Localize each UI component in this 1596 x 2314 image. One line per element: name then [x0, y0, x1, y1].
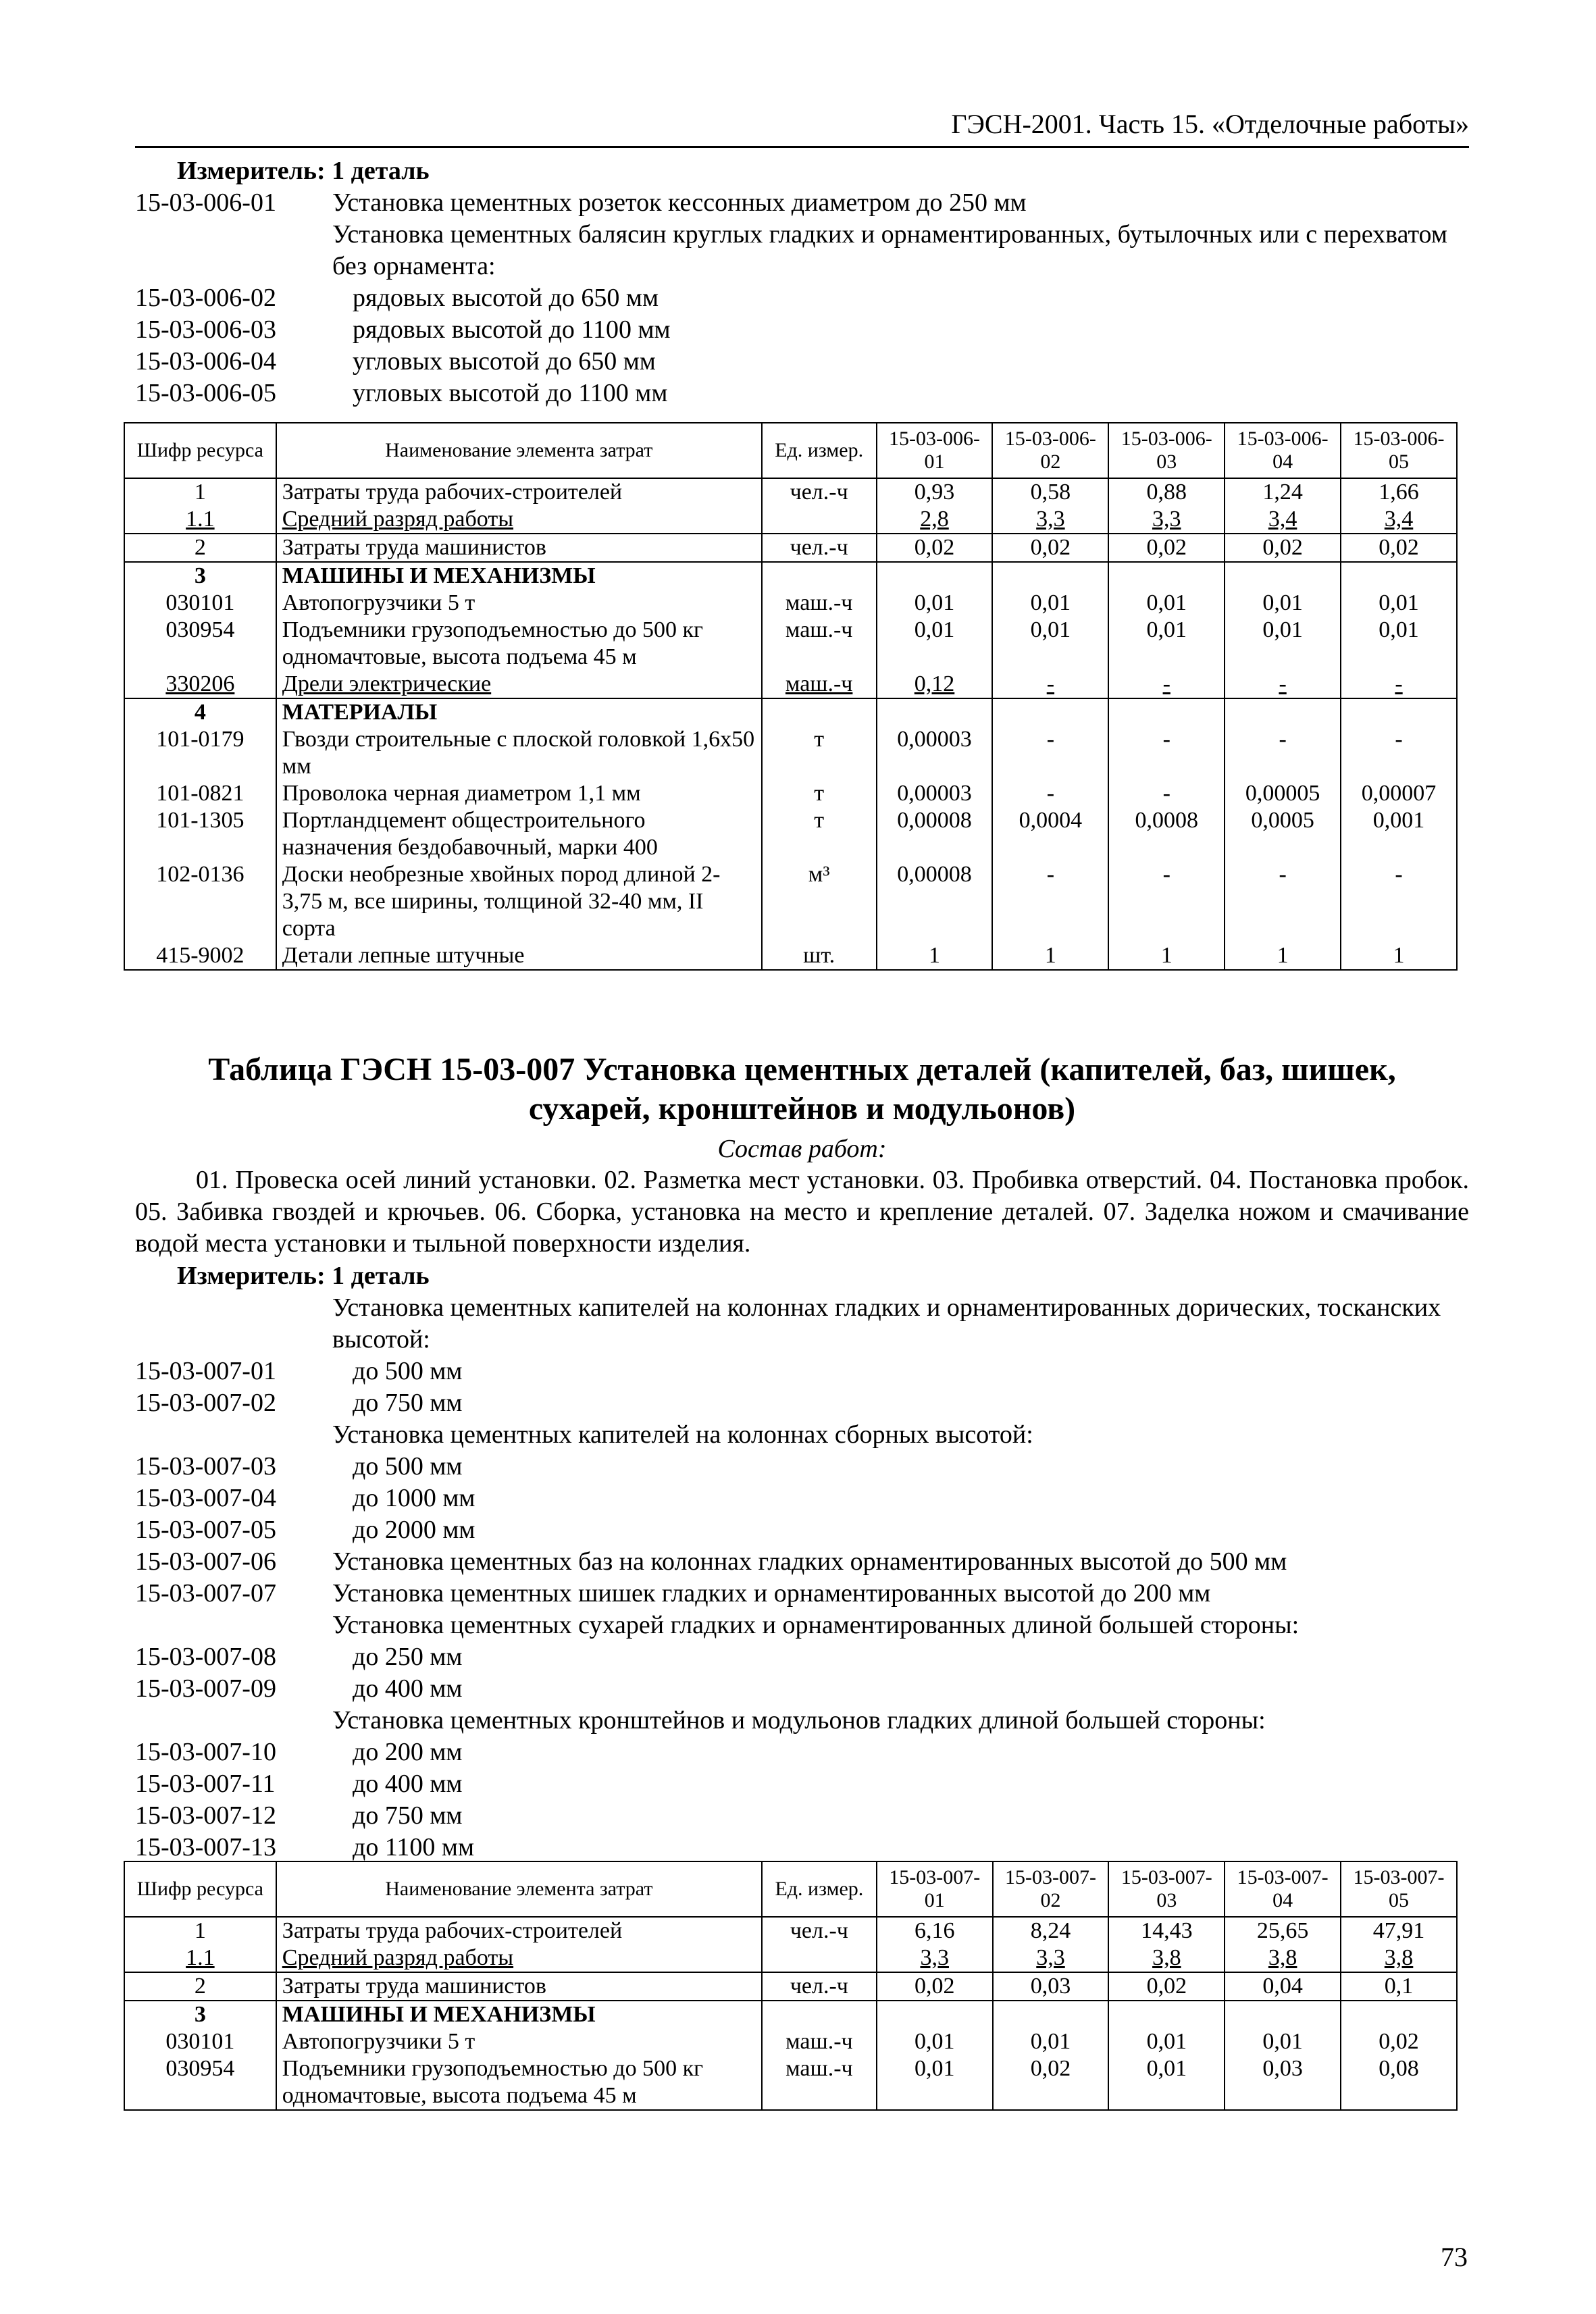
- value-cell: 47,91: [1341, 1917, 1457, 1945]
- value-cell: 3,3: [993, 1945, 1109, 1972]
- entry-list: [135, 1292, 1469, 1863]
- table-row: [124, 2055, 1457, 2110]
- norm-code: 15-03-006-04: [135, 347, 276, 376]
- entry-list: [135, 187, 1469, 409]
- value-cell: [1108, 562, 1225, 590]
- norm-description: до 1000 мм: [353, 1484, 475, 1512]
- table-row: [124, 590, 1457, 617]
- norm-entry: [135, 1514, 1469, 1546]
- unit-cell: маш.-ч: [762, 671, 877, 698]
- norm-entry: [135, 1832, 1469, 1863]
- resource-name-cell: Дрели электрические: [276, 671, 762, 698]
- norm-entry: [135, 378, 1469, 409]
- table-row: [124, 562, 1457, 590]
- column-header: 15-03-006-02: [992, 423, 1108, 478]
- value-cell: -: [1108, 861, 1225, 942]
- norm-description: угловых высотой до 650 мм: [353, 347, 656, 376]
- resource-name-cell: Затраты труда рабочих-строителей: [276, 1917, 762, 1945]
- value-cell: 3,8: [1341, 1945, 1457, 1972]
- value-cell: [877, 698, 993, 726]
- value-cell: 0,01: [1108, 590, 1225, 617]
- norm-code: 15-03-007-06: [135, 1547, 276, 1576]
- value-cell: 0,0008: [1108, 807, 1225, 861]
- norm-description: Установка цементных шишек гладких и орнаментированных высотой до 200 мм: [332, 1579, 1211, 1608]
- table-row: [124, 671, 1457, 698]
- value-cell: 0,01: [1341, 617, 1457, 671]
- value-cell: 0,02: [1225, 534, 1341, 562]
- value-cell: 0,00005: [1225, 780, 1341, 807]
- value-cell: 0,01: [992, 590, 1108, 617]
- unit-cell: т: [762, 807, 877, 861]
- page-number: 73: [1441, 2242, 1468, 2272]
- norm-description: Установка цементных розеток кессонных диаметром до 250 мм: [332, 188, 1027, 217]
- resource-code-cell: 3: [124, 562, 276, 590]
- table-row: [124, 942, 1457, 970]
- value-cell: -: [1108, 726, 1225, 780]
- resource-name-cell: Средний разряд работы: [276, 1945, 762, 1972]
- table-row: [124, 506, 1457, 534]
- value-cell: -: [992, 780, 1108, 807]
- norm-entry: [135, 1641, 1469, 1673]
- value-cell: 0,02: [993, 2055, 1109, 2110]
- value-cell: 1: [1108, 942, 1225, 970]
- value-cell: [1225, 562, 1341, 590]
- value-cell: 1,24: [1225, 478, 1341, 506]
- value-cell: 0,02: [1108, 534, 1225, 562]
- value-cell: 0,08: [1341, 2055, 1457, 2110]
- value-cell: 3,4: [1341, 506, 1457, 534]
- norm-code: [135, 1610, 332, 1641]
- unit-cell: чел.-ч: [762, 534, 877, 562]
- value-cell: 3,8: [1108, 1945, 1225, 1972]
- value-cell: [877, 2001, 993, 2028]
- norm-description: до 750 мм: [353, 1801, 463, 1830]
- column-header: 15-03-007-03: [1108, 1861, 1225, 1917]
- norm-code: 15-03-006-02: [135, 284, 276, 312]
- value-cell: 0,01: [993, 2028, 1109, 2055]
- norm-code: [135, 1292, 332, 1356]
- table-row: [124, 698, 1457, 726]
- value-cell: 0,00008: [877, 861, 993, 942]
- value-cell: 0,04: [1225, 1972, 1341, 2001]
- value-cell: -: [1108, 780, 1225, 807]
- resource-code-cell: 101-0821: [124, 780, 276, 807]
- norm-entry: [135, 346, 1469, 378]
- resource-name-cell: Автопогрузчики 5 т: [276, 590, 762, 617]
- value-cell: 0,0004: [992, 807, 1108, 861]
- resource-code-cell: 4: [124, 698, 276, 726]
- norm-description: Установка цементных сухарей гладких и орнаментированных длиной большей стороны:: [332, 1611, 1299, 1639]
- resource-code-cell: 1.1: [124, 1945, 276, 1972]
- norm-description: до 1100 мм: [353, 1833, 475, 1861]
- resource-name-cell: МАТЕРИАЛЫ: [276, 698, 762, 726]
- value-cell: 3,3: [992, 506, 1108, 534]
- norm-code: [135, 219, 332, 282]
- value-cell: 6,16: [877, 1917, 993, 1945]
- table-row: [124, 1972, 1457, 2001]
- table-row: [124, 726, 1457, 780]
- value-cell: 1: [877, 942, 993, 970]
- unit-cell: чел.-ч: [762, 478, 877, 506]
- value-cell: [1225, 698, 1341, 726]
- norm-entry: [135, 1737, 1469, 1768]
- norm-code: 15-03-007-10: [135, 1738, 276, 1766]
- meter-label: Измеритель: 1 деталь: [177, 157, 430, 185]
- column-header: Шифр ресурса: [124, 1861, 276, 1917]
- value-cell: 0,01: [1108, 617, 1225, 671]
- norm-entry: [135, 1451, 1469, 1483]
- value-cell: 0,02: [992, 534, 1108, 562]
- norm-code: 15-03-007-04: [135, 1484, 276, 1512]
- resource-code-cell: 030101: [124, 590, 276, 617]
- resource-code-cell: 2: [124, 534, 276, 562]
- value-cell: 1,66: [1341, 478, 1457, 506]
- table-row: [124, 2001, 1457, 2028]
- value-cell: 0,93: [877, 478, 993, 506]
- unit-cell: чел.-ч: [762, 1972, 877, 2001]
- norm-entry: [135, 1800, 1469, 1832]
- norm-entry: [135, 1483, 1469, 1514]
- resource-code-cell: 415-9002: [124, 942, 276, 970]
- norm-entry: [135, 1705, 1469, 1737]
- resource-name-cell: МАШИНЫ И МЕХАНИЗМЫ: [276, 2001, 762, 2028]
- resource-table-15-03-006: [124, 422, 1458, 971]
- value-cell: [1108, 2001, 1225, 2028]
- value-cell: [1225, 2001, 1341, 2028]
- composition-label: Состав работ:: [717, 1135, 887, 1163]
- resource-name-cell: МАШИНЫ И МЕХАНИЗМЫ: [276, 562, 762, 590]
- resource-name-cell: Детали лепные штучные: [276, 942, 762, 970]
- norm-code: 15-03-006-01: [135, 188, 276, 217]
- column-header: 15-03-006-03: [1108, 423, 1225, 478]
- norm-code: 15-03-007-08: [135, 1643, 276, 1671]
- norm-code: 15-03-007-12: [135, 1801, 276, 1830]
- unit-cell: м³: [762, 861, 877, 942]
- value-cell: 0,01: [1341, 590, 1457, 617]
- unit-cell: маш.-ч: [762, 590, 877, 617]
- norm-entry: [135, 1419, 1469, 1451]
- column-header: Ед. измер.: [762, 1861, 877, 1917]
- unit-cell: [762, 1945, 877, 1972]
- norm-code: 15-03-007-13: [135, 1833, 276, 1861]
- table-row: [124, 1945, 1457, 1972]
- value-cell: -: [1225, 671, 1341, 698]
- resource-name-cell: Проволока черная диаметром 1,1 мм: [276, 780, 762, 807]
- value-cell: -: [1225, 861, 1341, 942]
- unit-cell: чел.-ч: [762, 1917, 877, 1945]
- value-cell: -: [1225, 726, 1341, 780]
- norm-description: Установка цементных баз на колоннах гладких орнаментированных высотой до 500 мм: [332, 1547, 1287, 1576]
- norm-description: до 2000 мм: [353, 1516, 475, 1544]
- resource-name-cell: Автопогрузчики 5 т: [276, 2028, 762, 2055]
- column-header: 15-03-007-04: [1225, 1861, 1341, 1917]
- value-cell: 0,01: [877, 2028, 993, 2055]
- resource-code-cell: 3: [124, 2001, 276, 2028]
- value-cell: 0,01: [1225, 617, 1341, 671]
- table-row: [124, 534, 1457, 562]
- unit-cell: [762, 506, 877, 534]
- norm-entry: [135, 219, 1469, 282]
- norm-entry: [135, 1610, 1469, 1641]
- value-cell: [992, 698, 1108, 726]
- norm-entry: [135, 1578, 1469, 1610]
- value-cell: [992, 562, 1108, 590]
- norm-code: 15-03-006-05: [135, 379, 276, 407]
- norm-description: Установка цементных балясин круглых гладких и орнаментированных, бутылочных или с перехватом без орнамента:: [332, 220, 1447, 280]
- value-cell: 0,00003: [877, 780, 993, 807]
- unit-cell: [762, 562, 877, 590]
- norm-description: до 250 мм: [353, 1643, 463, 1671]
- resource-code-cell: 030101: [124, 2028, 276, 2055]
- column-header: Ед. измер.: [762, 423, 877, 478]
- value-cell: [1108, 698, 1225, 726]
- norm-entry: [135, 187, 1469, 219]
- value-cell: 2,8: [877, 506, 993, 534]
- value-cell: 0,01: [992, 617, 1108, 671]
- norm-code: 15-03-006-03: [135, 315, 276, 344]
- norm-description: до 750 мм: [353, 1389, 463, 1417]
- value-cell: 0,01: [1108, 2028, 1225, 2055]
- value-cell: 0,01: [877, 617, 993, 671]
- table-row: [124, 617, 1457, 671]
- norm-code: 15-03-007-09: [135, 1674, 276, 1703]
- value-cell: 0,01: [877, 590, 993, 617]
- table-row: [124, 1917, 1457, 1945]
- norm-entry: [135, 314, 1469, 346]
- resource-code-cell: 101-1305: [124, 807, 276, 861]
- value-cell: -: [1341, 861, 1457, 942]
- resource-code-cell: 030954: [124, 617, 276, 671]
- norm-entry: [135, 1292, 1469, 1356]
- norm-description: до 400 мм: [353, 1770, 463, 1798]
- value-cell: [1341, 2001, 1457, 2028]
- value-cell: -: [1341, 671, 1457, 698]
- resource-name-cell: Затраты труда рабочих-строителей: [276, 478, 762, 506]
- resource-name-cell: Подъемники грузоподъемностью до 500 кг одномачтовые, высота подъема 45 м: [276, 2055, 762, 2110]
- resource-name-cell: Затраты труда машинистов: [276, 1972, 762, 2001]
- table-row: [124, 807, 1457, 861]
- value-cell: 3,3: [1108, 506, 1225, 534]
- resource-table-15-03-007: [124, 1861, 1458, 2111]
- value-cell: 3,3: [877, 1945, 993, 1972]
- norm-description: угловых высотой до 1100 мм: [353, 379, 668, 407]
- norm-code: 15-03-007-05: [135, 1516, 276, 1544]
- value-cell: 0,02: [877, 534, 993, 562]
- table-title-line1: Таблица ГЭСН 15-03-007 Установка цементных деталей (капителей, баз, шишек,: [208, 1052, 1396, 1087]
- table-row: [124, 861, 1457, 942]
- column-header: 15-03-006-05: [1341, 423, 1457, 478]
- value-cell: 8,24: [993, 1917, 1109, 1945]
- value-cell: 1: [1341, 942, 1457, 970]
- table-row: [124, 780, 1457, 807]
- value-cell: 0,01: [877, 2055, 993, 2110]
- resource-name-cell: Средний разряд работы: [276, 506, 762, 534]
- resource-code-cell: 101-0179: [124, 726, 276, 780]
- norm-code: 15-03-007-02: [135, 1389, 276, 1417]
- value-cell: 0,1: [1341, 1972, 1457, 2001]
- unit-cell: шт.: [762, 942, 877, 970]
- value-cell: 0,02: [1341, 534, 1457, 562]
- value-cell: 0,00007: [1341, 780, 1457, 807]
- composition-text: 01. Провеска осей линий установки. 02. Разметка мест установки. 03. Пробивка отверстий. 04. Постановка пробок. 05. Забивка гвоздей и крючьев. 06. Сборка, установка на место и крепление деталей. 07. Заделка ножом и смачивание водой места установки и тыльной поверхности изделия.: [135, 1166, 1469, 1258]
- norm-entry: [135, 1387, 1469, 1419]
- norm-entry: [135, 1768, 1469, 1800]
- column-header: 15-03-006-04: [1225, 423, 1341, 478]
- value-cell: -: [992, 726, 1108, 780]
- column-header: Наименование элемента затрат: [276, 423, 762, 478]
- value-cell: -: [992, 861, 1108, 942]
- unit-cell: [762, 698, 877, 726]
- resource-code-cell: 2: [124, 1972, 276, 2001]
- resource-name-cell: Подъемники грузоподъемностью до 500 кг одномачтовые, высота подъема 45 м: [276, 617, 762, 671]
- value-cell: 0,01: [1225, 2028, 1341, 2055]
- value-cell: [1341, 698, 1457, 726]
- norm-entry: [135, 1356, 1469, 1387]
- norm-description: Установка цементных капителей на колоннах сборных высотой:: [332, 1420, 1033, 1449]
- value-cell: 25,65: [1225, 1917, 1341, 1945]
- table-row: [124, 2028, 1457, 2055]
- norm-description: Установка цементных кронштейнов и модульонов гладких длиной большей стороны:: [332, 1706, 1266, 1734]
- value-cell: 0,01: [1108, 2055, 1225, 2110]
- resource-code-cell: 102-0136: [124, 861, 276, 942]
- value-cell: 0,01: [1225, 590, 1341, 617]
- resource-code-cell: 1: [124, 1917, 276, 1945]
- norm-description: до 400 мм: [353, 1674, 463, 1703]
- column-header: 15-03-007-05: [1341, 1861, 1457, 1917]
- norm-description: рядовых высотой до 650 мм: [353, 284, 659, 312]
- norm-code: 15-03-007-07: [135, 1579, 276, 1608]
- value-cell: 1: [1225, 942, 1341, 970]
- value-cell: -: [1341, 726, 1457, 780]
- value-cell: 0,12: [877, 671, 993, 698]
- value-cell: 0,02: [877, 1972, 993, 2001]
- unit-cell: маш.-ч: [762, 2055, 877, 2110]
- norm-description: Установка цементных капителей на колоннах гладких и орнаментированных дорических, тосканских высотой:: [332, 1293, 1441, 1354]
- norm-description: до 200 мм: [353, 1738, 463, 1766]
- value-cell: 1: [992, 942, 1108, 970]
- column-header: 15-03-006-01: [877, 423, 993, 478]
- value-cell: 0,00003: [877, 726, 993, 780]
- meter-label: Измеритель: 1 деталь: [177, 1262, 430, 1290]
- column-header: Наименование элемента затрат: [276, 1861, 762, 1917]
- resource-name-cell: Доски необрезные хвойных пород длиной 2-3,75 м, все ширины, толщиной 32-40 мм, II сорта: [276, 861, 762, 942]
- norm-description: рядовых высотой до 1100 мм: [353, 315, 671, 344]
- norm-code: 15-03-007-11: [135, 1770, 276, 1798]
- value-cell: -: [992, 671, 1108, 698]
- value-cell: -: [1108, 671, 1225, 698]
- norm-entry: [135, 282, 1469, 314]
- resource-code-cell: 030954: [124, 2055, 276, 2110]
- norm-code: [135, 1419, 332, 1451]
- value-cell: 0,88: [1108, 478, 1225, 506]
- value-cell: [993, 2001, 1109, 2028]
- value-cell: 0,03: [1225, 2055, 1341, 2110]
- value-cell: 0,00008: [877, 807, 993, 861]
- norm-code: 15-03-007-01: [135, 1357, 276, 1385]
- norm-code: [135, 1705, 332, 1737]
- column-header: 15-03-007-02: [993, 1861, 1109, 1917]
- value-cell: [1341, 562, 1457, 590]
- resource-name-cell: Гвозди строительные с плоской головкой 1,6х50 мм: [276, 726, 762, 780]
- norm-code: 15-03-007-03: [135, 1452, 276, 1481]
- value-cell: 0,001: [1341, 807, 1457, 861]
- resource-name-cell: Портландцемент общестроительного назначения бездобавочный, марки 400: [276, 807, 762, 861]
- norm-description: до 500 мм: [353, 1452, 463, 1481]
- unit-cell: маш.-ч: [762, 2028, 877, 2055]
- column-header: Шифр ресурса: [124, 423, 276, 478]
- column-header: 15-03-007-01: [877, 1861, 993, 1917]
- table-title-line2: сухарей, кронштейнов и модульонов): [528, 1091, 1076, 1127]
- resource-code-cell: 330206: [124, 671, 276, 698]
- value-cell: 3,4: [1225, 506, 1341, 534]
- value-cell: 3,8: [1225, 1945, 1341, 1972]
- value-cell: [877, 562, 993, 590]
- value-cell: 0,58: [992, 478, 1108, 506]
- unit-cell: [762, 2001, 877, 2028]
- table-row: [124, 478, 1457, 506]
- section2-entries: [135, 1260, 1469, 1863]
- norm-entry: [135, 1546, 1469, 1578]
- section1-entries: [135, 155, 1469, 409]
- resource-code-cell: 1.1: [124, 506, 276, 534]
- unit-cell: т: [762, 726, 877, 780]
- unit-cell: маш.-ч: [762, 617, 877, 671]
- value-cell: 14,43: [1108, 1917, 1225, 1945]
- resource-code-cell: 1: [124, 478, 276, 506]
- norm-description: до 500 мм: [353, 1357, 463, 1385]
- running-header: ГЭСН-2001. Часть 15. «Отделочные работы»: [135, 108, 1469, 148]
- value-cell: 0,03: [993, 1972, 1109, 2001]
- value-cell: 0,02: [1341, 2028, 1457, 2055]
- value-cell: 0,0005: [1225, 807, 1341, 861]
- norm-entry: [135, 1673, 1469, 1705]
- value-cell: 0,02: [1108, 1972, 1225, 2001]
- unit-cell: т: [762, 780, 877, 807]
- resource-name-cell: Затраты труда машинистов: [276, 534, 762, 562]
